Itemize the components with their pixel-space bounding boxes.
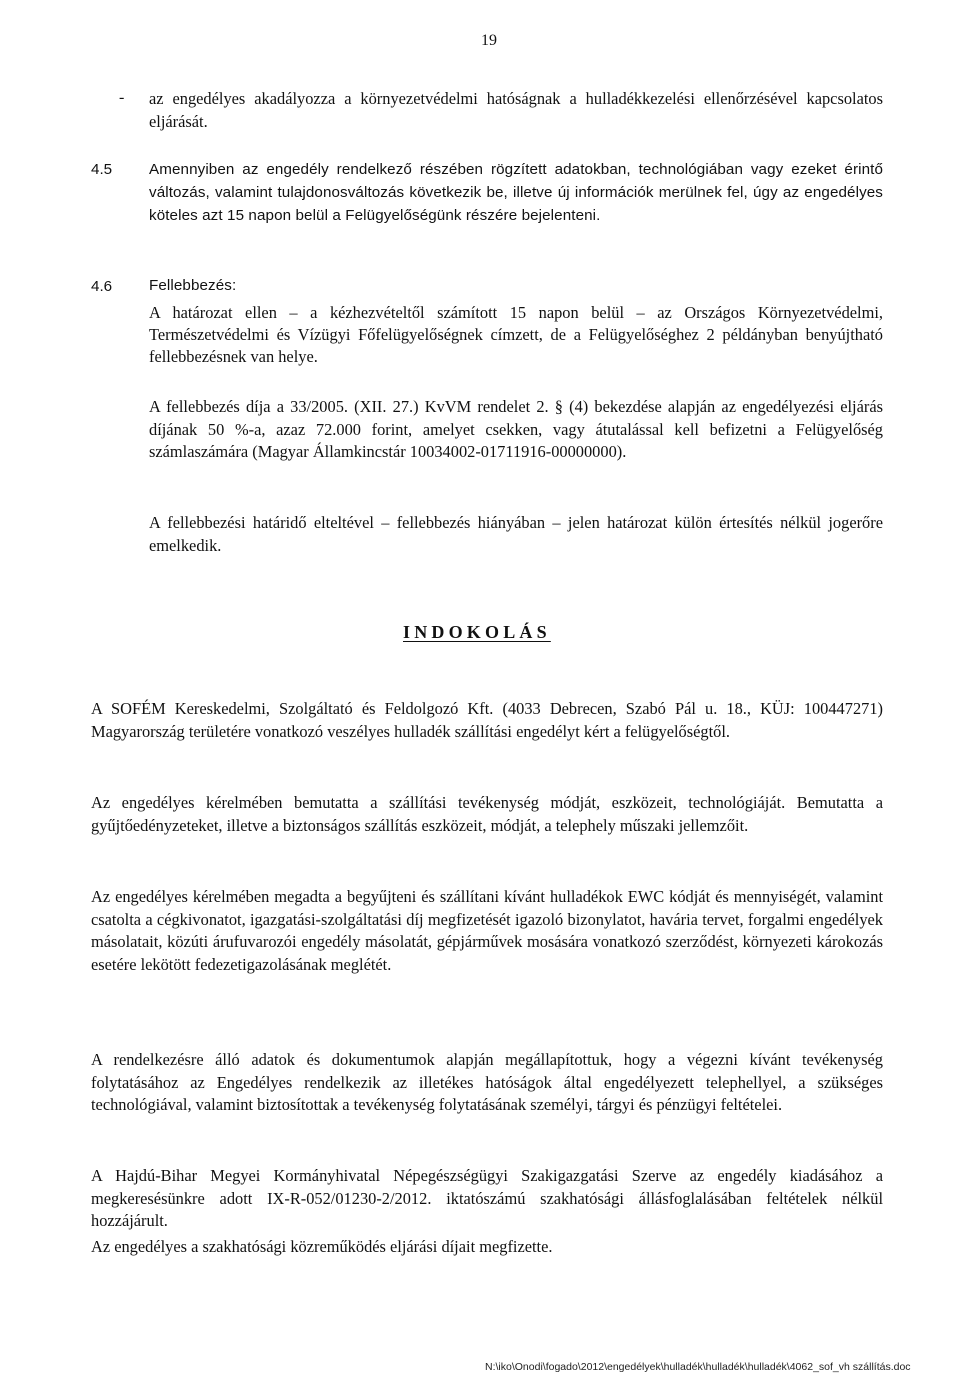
bullet-marker: -	[119, 89, 125, 106]
justification-paragraph-4: A rendelkezésre álló adatok és dokumentumok alapján megállapítottuk, hogy a végezni kívánt tevékenység folytatásához az Engedélyes rendelkezik az illetékes hatóságok által engedélyezett telephellyel, a szükséges technológiával, valamint biztosítottak a tevékenység folytatásának személyi, tárgyi és pénzügyi feltételei.	[91, 1050, 883, 1114]
justification-heading: INDOKOLÁS	[403, 622, 551, 642]
bullet-text	[149, 88, 883, 133]
justification-paragraph-1: A SOFÉM Kereskedelmi, Szolgáltató és Feldolgozó Kft. (4033 Debrecen, Szabó Pál u. 18., KÜJ: 100447271) Magyarország területére vonatkozó veszélyes hulladék szállítási engedélyt kért a felügyelőségtől.	[91, 699, 883, 741]
appeal-deadline-paragraph: A fellebbezési határidő elteltével – fellebbezés hiányában – jelen határozat külön értesítés nélkül jogerőre emelkedik.	[149, 513, 883, 555]
appeal-paragraph-1: A határozat ellen – a kézhezvételtől számított 15 napon belül – az Országos Környezetvédelmi, Természetvédelmi és Vízügyi Főfelügyelőségnek címzett, de a Felügyelőséghez 2 példányban benyújtható fellebbezésnek van helye.	[149, 303, 883, 366]
bullet-text-content: az engedélyes akadályozza a környezetvédelmi hatóságnak a hulladékkezelési ellenőrzésével kapcsolatos eljárását.	[149, 89, 883, 131]
justification-paragraph-3: Az engedélyes kérelmében megadta a begyűjteni és szállítani kívánt hulladékok EWC kódját és mennyiségét, valamint csatolta a cégkivonatot, igazgatási-szolgáltatási díj megfizetését igazoló bizonylatot, havária tervet, forgalmi engedélyek másolatait, közúti árufuvarozói engedély másolatát, gépjárművek mosására vonatkozó szerződést, környezeti károkozás esetére lekötött fedezetigazolásának meglétét.	[91, 887, 883, 974]
section-4-6-title: Fellebbezés:	[149, 277, 237, 294]
justification-paragraph-6: Az engedélyes a szakhatósági közreműködés eljárási díjait megfizette.	[91, 1237, 553, 1256]
page-number: 19	[481, 32, 497, 49]
appeal-fee-paragraph: A fellebbezés díja a 33/2005. (XII. 27.) KvVM rendelet 2. § (4) bekezdése alapján az engedélyezési eljárás díjának 50 %-a, azaz 72.000 forint, amelyet csekken, vagy átutalással kell befizetni a Felügyelőség számlaszámára (Magyar Államkincstár 10034002-01711916-00000000).	[149, 397, 883, 461]
section-4-6-number: 4.6	[91, 278, 113, 295]
section-4-5-number: 4.5	[91, 161, 113, 178]
section-4-5-text: Amennyiben az engedély rendelkező részében rögzített adatokban, technológiában vagy ezeket érintő változás, valamint tulajdonosváltozás következik be, illetve új információk merülnek fel, úgy az engedélyes köteles azt 15 napon belül a Felügyelőségünk részére bejelenteni.	[149, 161, 883, 224]
justification-paragraph-5: A Hajdú-Bihar Megyei Kormányhivatal Népegészségügyi Szakigazgatási Szerve az engedély kiadásához a megkeresésünkre adott IX-R-052/01230-2/2012. iktatószámú szakhatósági állásfoglalásában feltételek nélkül hozzájárult.	[91, 1166, 883, 1230]
footer-file-path: N:\iko\Onodi\fogado\2012\engedélyek\hulladék\hulladék\hulladék\4062_sof_vh szállítás.doc	[485, 1361, 911, 1373]
justification-paragraph-2: Az engedélyes kérelmében bemutatta a szállítási tevékenység módját, eszközeit, technológiáját. Bemutatta a gyűjtőedényzeteket, illetve a biztonságos szállítás eszközeit, módját, a telephely műszaki jellemzőit.	[91, 793, 883, 835]
